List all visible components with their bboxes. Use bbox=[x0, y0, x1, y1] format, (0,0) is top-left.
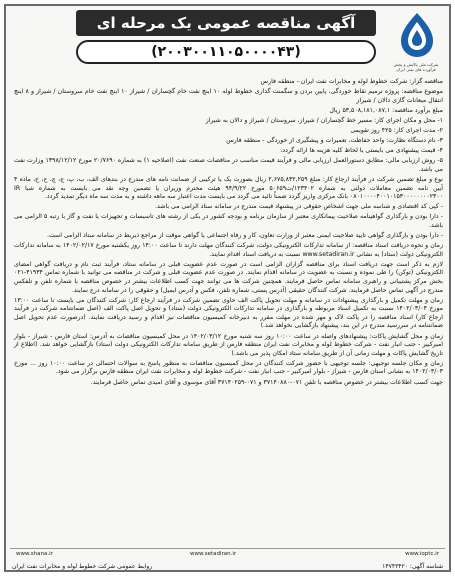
document-receipt: زمان و نحوه دریافت اسناد مناقصه: از سامانه تدارکات الکترونیکی دولت، شرکت کنندگان مهلت دارند تا ساعت ۱۴:۰۰ روز یکشنبه مورخ ۱۴۰۲/۰۲/۱۷ به سامانه تدارکات الکترونیکی دولت (ستاد) به نشانی www.setadiran.ir نسبت به دریافت اسناد اقدام نمایند. bbox=[14, 242, 443, 258]
safety-note: - دارا بودن و بارگذاری گواهی تایید صلاحیت ایمنی معتبر از وزارت تعاون، کار و رفاه اجتماعی یا گواهی موقت از مراجع ذیربط در سامانه ستاد الزامی است. bbox=[46, 232, 443, 239]
ad-id: شناسه آگهی: ۱۴۷۴۳۴۲۰ bbox=[382, 563, 443, 570]
economic-code-note: - کپی کد اقتصادی و شناسه ملی جهت اشخاص حقوقی در پیشنهاد قیمت مندرج در سامانه ستاد الزامی می باشد. bbox=[155, 203, 443, 211]
footer-link-shana[interactable]: www.shana.ir bbox=[16, 551, 53, 557]
qualification-note: - دارا بودن و بارگذاری گواهینامه صلاحیت پیمانکاری معتبر از سازمان برنامه و بودجه کشور در یکی از رشته های تاسیسات و تجهیزات یا نفت و گاز با رتبه ۵ الزامی می باشد. bbox=[14, 213, 443, 229]
tender-subject: موضوع مناقصه: پروژه ترمیم نقاط خوردگی، پایین بردن و سگمنت گذاری خطوط لوله ۱۰ اینچ نفت خام گچساران / شیراز ۱۰ اینچ نفت خام سروستان / شیراز و ۸ اینچ انتقال میعانات گازی دالان / شیراز bbox=[14, 88, 443, 104]
tender-number: (۲۰۰۳۰۰۱۱۰۵۰۰۰۰۴۳) bbox=[76, 40, 376, 64]
ad-body bbox=[14, 78, 443, 548]
work-location: ۱- محل و مکان اجرای کار: مسیر خط گچساران / شیراز، سروستان / شیراز و دالان به شیراز bbox=[205, 116, 443, 124]
public-relations-sign: روابط عمومی شرکت خطوط لوله و مخابرات نفت ایران bbox=[12, 563, 153, 570]
briefing-session: زمان و مکان جلسه توجیهی: جلسه توجیهی با حضور شرکت کنندگان در محل کمیسیون مناقصات به منظور پاسخ به سوالات احتمالی در ساعت ۱۰:۰۰ روز ... مورخ ۱۴۰۲/۰۳/۰۳ به نشانی استان فارس - شیراز - بلوار امیرکبیر - جنب انبار نفت - شرکت خطوط لوله و مخابرات نفت ایران منطقه فارس برگزار می شود. bbox=[14, 359, 443, 376]
evaluation-method: ۵- روش ارزیابی مالی: مطابق دستورالعمل ارزیابی مالی و فرآیند قیمت مناسب در مناقصات صنعت نفت (اصلاحیه ۱) به شماره ۲۰/۷۶۹۰ مورخ ۱۳۹۸/۱۲/۱۲ وزارت نفت می باشد. bbox=[14, 157, 443, 173]
company-logo bbox=[393, 10, 441, 68]
work-duration: ۲- مدت اجرای کار: ۴۲۵ روز تقویمی bbox=[350, 126, 443, 134]
ad-footer bbox=[10, 548, 445, 559]
footer-link-setad[interactable]: www.setadiran.ir bbox=[190, 551, 237, 557]
opening-time: زمان و محل گشایش پاکات: پیشنهادهای واصله در ساعت ۱۰:۰۰ روز سه شنبه مورخ ۱۴۰۲/۰۳/۱۲ در محل کمیسیون مناقصات به آدرس: استان فارس - شیراز - بلوار امیرکبیر - جنب انبار نفت - شرکت خطوط لوله و مخابرات نفت ایران منطقه فارس از طریق سامانه تدارکات الکترونیکی دولت (ستاد) بازگشایی خواهد شد. (اطلاع از تاریخ گشایش پاکات و مهلت زمانی آن از طریق سامانه ستاد امکان پذیر می باشد.) bbox=[14, 332, 444, 357]
submission-deadline: زمان و مهلت تکمیل و بارگذاری پیشنهادات در سامانه و مهلت تحویل پاکت الف حاوی تضمین شرکت در فرآیند ارجاع کار: شرکت کنندگان می بایست تا ساعت ۱۳:۰۰ مورخ ۱۴۰۲/۰۳/۰۴ نسبت به تکمیل اسناد مربوطه و بارگذاری در سامانه تدارکات الکترونیکی دولت (ستاد) و تحویل اصل پاکت الف (اصل ضمانتنامه شرکت در فرآیند ارجاع کار) اسناد مناقصه را در پاکت لاک و مهر شده در مهلت مقرر به دبیرخانه کمیسیون مناقصات نیز اقدام و رسید دریافت نمایند. (درصورت عدم تحویل اصل ضمانتنامه در سررسید مندرج در این بند، پیشنهاد بازگشایی نخواهد شد.) bbox=[14, 296, 443, 330]
supervisor: ۳- نام دستگاه نظارت: واحد حفاظت، تعمیرات و پیشگیری از خوردگی - منطقه فارس bbox=[226, 137, 443, 145]
footer-link-ioptc[interactable]: www.ioptc.ir bbox=[405, 551, 439, 557]
ad-header bbox=[6, 6, 449, 72]
logo-caption: شرکت ملی پالایش و پخش فرآورده های نفتی ایران bbox=[393, 62, 439, 72]
ad-page bbox=[4, 4, 451, 572]
ad-bottom bbox=[6, 561, 449, 572]
tender-organizer: مناقصه گزار: شرکت خطوط لوله و مخابرات نفت ایران - منطقه فارس bbox=[260, 78, 443, 85]
ad-title: آگهی مناقصه عمومی یک مرحله ای bbox=[96, 14, 356, 32]
title-bar bbox=[76, 10, 376, 36]
price-note: ۴- قیمت پیشنهادی می بایستی با لحاظ کلیه هزینه ها ارائه گردد. bbox=[280, 147, 443, 155]
guarantee-paragraph: نوع و مبلغ تضمین شرکت در فرآیند ارجاع کار: مبلغ ۲,۶۷۵,۸۳۲,۲۵۹ ریال بصورت یک یا ترکیبی از ضمانت نامه های مندرج در بندهای الف، ب، پ، ج، چ، ح، خ، ماده ۴ آیین نامه تضمین معاملات دولتی به شماره ۱۲۳۴۰۲/ت۵۰۶۵۹ مورخ ۹۴/۹/۲۲ هیئت محترم وزیران یا تضمین وجه نقد می بایست به شماره شبا IR ۰۸۰۱۰۰۰۰۴۰۰۱۰۱۵۳۰۰۰۰۰۰۰۰۲۳۰۰ بانک مرکزی واریز گردد ضمناً تائید می گردد می بایست مدت اعتبار سه ماهه داشته و به مدت سه ماه دیگر تمدید گردد. bbox=[14, 175, 443, 201]
registration-note: لازم به ذکر است جهت دریافت اسناد برای مناقصه گزاران الزامی است در صورت عدم عضویت قبلی در سامانه ستاد، فرآیند ثبت نام و دریافت گواهی امضای الکترونیکی (توکن) را طی نموده و نسبت به عضویت در سامانه اقدام نمایند. در صورت عدم عضویت قبلی و شرکت در مناقصه می توانید با شماره تماس ۴۱۹۳۴-۰۲۱ بخش مرکز پشتیبانی و راهبری سامانه تماس حاصل فرمایند. همچنین شرکت ها می توانند جهت کسب اطلاعات بیشتر در خصوص مناقصه با شماره تلفن و تلفکس مندرج در آگهی تماس حاصل فرمایند. شرکت کنندگان حقیقی (آدرس پستی، شماره تلفن، فکس و آدرس ایمیل) و حقوقی را در سامانه درج نمایند. bbox=[14, 260, 443, 294]
contact-info: جهت کسب اطلاعات بیشتر در خصوص مناقصه با تلفن ۰۷۱-۳۷۱۴۰۸۸۰ و ۰۷۱-۳۷۱۴۰۲۵۹ آقای موسوی و آقای امیدی تماس حاصل فرمایند. bbox=[90, 378, 443, 386]
tender-estimate: مبلغ برآورد مناقصه: ۵۳,۵۰۸,۱۸۱,۰۸۷,۱ ریال bbox=[329, 106, 443, 114]
